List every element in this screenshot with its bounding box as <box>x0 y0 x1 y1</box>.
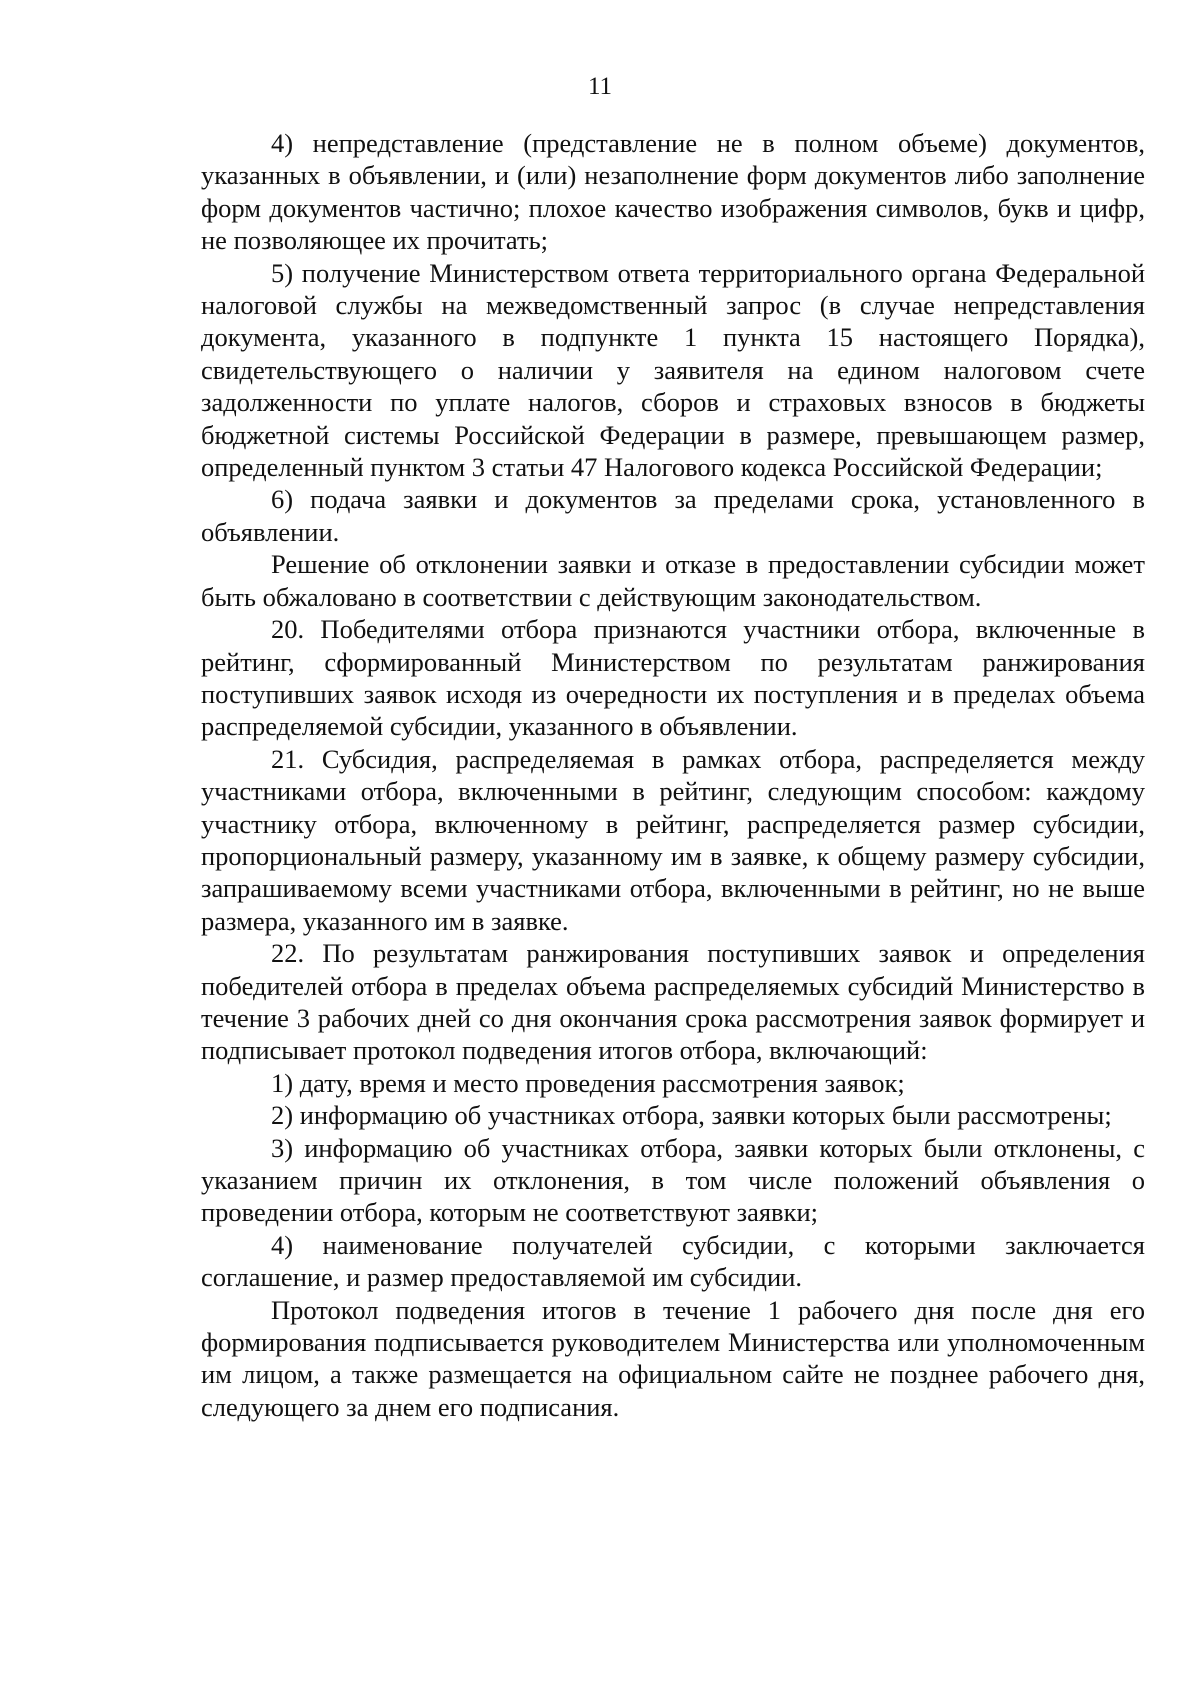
paragraph-appeal: Решение об отклонении заявки и отказе в предоставлении субсидии может быть обжаловано в соответствии с действующим законодательством. <box>201 549 1145 612</box>
paragraph-item-4-nonsubmission: 4) непредставление (представление не в полном объеме) документов, указанных в объявлении, и (или) незаполнение форм документов либо заполнение форм документов частично; плохое качество изображения символов, букв и цифр, не позволяющее их прочитать; <box>201 128 1145 256</box>
paragraph-list-item-3: 3) информацию об участниках отбора, заявки которых были отклонены, с указанием причин их отклонения, в том числе положений объявления о проведении отбора, которым не соответствуют заявки; <box>201 1132 1145 1228</box>
paragraph-section-22: 22. По результатам ранжирования поступивших заявок и определения победителей отбора в пределах объема распределяемых субсидий Министерство в течение 3 рабочих дней со дня окончания срока рассмотрения заявок формирует и подписывает протокол подведения итогов отбора, включающий: <box>201 938 1145 1066</box>
paragraph-section-20: 20. Победителями отбора признаются участники отбора, включенные в рейтинг, сформированный Министерством по результатам ранжирования поступивших заявок исходя из очередности их поступления и в пределах объема распределяемой субсидии, указанного в объявлении. <box>201 614 1145 742</box>
document-body <box>201 127 1145 1423</box>
paragraph-protocol: Протокол подведения итогов в течение 1 рабочего дня после дня его формирования подписывается руководителем Министерства или уполномоченным им лицом, а также размещается на официальном сайте не позднее рабочего дня, следующего за днем его подписания. <box>201 1294 1145 1422</box>
paragraph-list-item-4: 4) наименование получателей субсидии, с которыми заключается соглашение, и размер предоставляемой им субсидии. <box>201 1229 1145 1293</box>
page-number: 11 <box>587 73 613 100</box>
paragraph-section-21: 21. Субсидия, распределяемая в рамках отбора, распределяется между участниками отбора, включенными в рейтинг, следующим способом: каждому участнику отбора, включенному в рейтинг, распределяется размер субсидии, пропорциональный размеру, указанному им в заявке, к общему размеру субсидии, запрашиваемому всеми участниками отбора, включенными в рейтинг, но не выше размера, указанного им в заявке. <box>201 743 1145 936</box>
paragraph-list-item-1: 1) дату, время и место проведения рассмотрения заявок; <box>271 1067 905 1098</box>
paragraph-item-6-deadline: 6) подача заявки и документов за пределами срока, установленного в объявлении. <box>201 484 1145 547</box>
paragraph-list-item-2: 2) информацию об участниках отбора, заявки которых были рассмотрены; <box>271 1100 1112 1131</box>
paragraph-item-5-tax-debt: 5) получение Министерством ответа территориального органа Федеральной налоговой службы на межведомственный запрос (в случае непредставления документа, указанного в подпункте 1 пункта 15 настоящего Порядка), свидетельствующего о наличии у заявителя на едином налоговом счете задолженности по уплате налогов, сборов и страховых взносов в бюджеты бюджетной системы Российской Федерации в размере, превышающем размер, определенный пунктом 3 статьи 47 Налогового кодекса Российской Федерации; <box>201 257 1145 483</box>
